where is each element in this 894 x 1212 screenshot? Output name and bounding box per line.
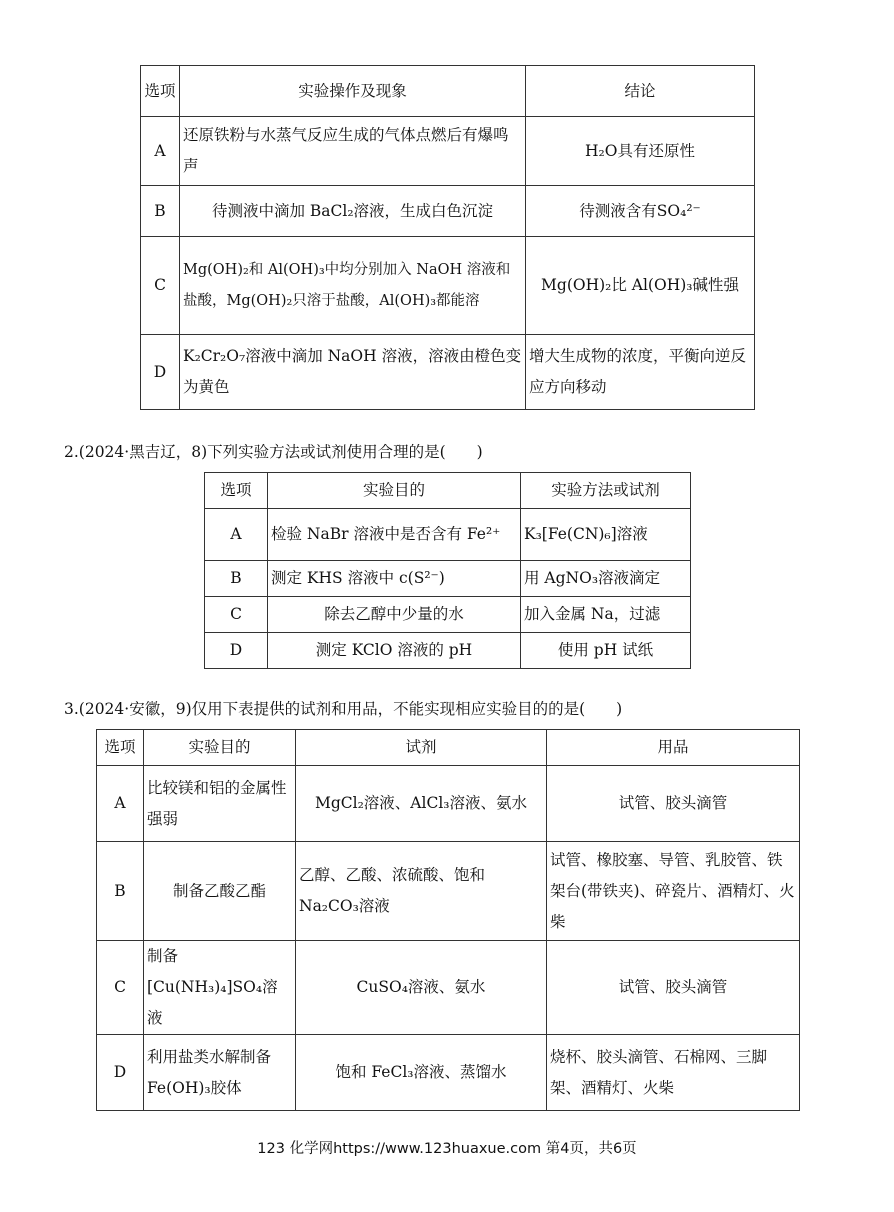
table-3-header-row (97, 730, 800, 766)
table-row (205, 633, 691, 669)
header-option: 选项 (141, 66, 180, 117)
table-row (97, 1035, 800, 1111)
header-operation: 实验操作及现象 (180, 66, 526, 117)
row-option: C (141, 237, 180, 335)
header-goal: 实验目的 (144, 730, 296, 766)
row-reagent: 饱和 FeCl₃溶液、蒸馏水 (296, 1035, 547, 1111)
header-reagent: 试剂 (296, 730, 547, 766)
table-row (205, 597, 691, 633)
row-items: 烧杯、胶头滴管、石棉网、三脚架、酒精灯、火柴 (547, 1035, 800, 1111)
row-option: D (97, 1035, 144, 1111)
table-row (141, 335, 755, 410)
row-option: C (205, 597, 268, 633)
row-reagent: MgCl₂溶液、AlCl₃溶液、氨水 (296, 766, 547, 842)
row-goal: 制备[Cu(NH₃)₄]SO₄溶液 (144, 941, 296, 1035)
row-method: 使用 pH 试纸 (521, 633, 691, 669)
table-1-header-row (141, 66, 755, 117)
question-2-stem: 2.(2024·黑吉辽，8)下列实验方法或试剂使用合理的是( ) (64, 443, 483, 461)
row-option: A (205, 509, 268, 561)
row-option: B (97, 842, 144, 941)
row-goal: 除去乙醇中少量的水 (268, 597, 521, 633)
row-reagent: 乙醇、乙酸、浓硫酸、饱和Na₂CO₃溶液 (296, 842, 547, 941)
row-method: K₃[Fe(CN)₆]溶液 (521, 509, 691, 561)
table-row (205, 561, 691, 597)
question-3-stem: 3.(2024·安徽，9)仅用下表提供的试剂和用品，不能实现相应实验目的的是( ) (64, 700, 623, 718)
row-method: 加入金属 Na，过滤 (521, 597, 691, 633)
row-conclusion: 待测液含有SO₄²⁻ (526, 186, 755, 237)
row-method: 用 AgNO₃溶液滴定 (521, 561, 691, 597)
row-option: B (205, 561, 268, 597)
header-conclusion: 结论 (526, 66, 755, 117)
table-row (97, 941, 800, 1035)
row-option: C (97, 941, 144, 1035)
header-option: 选项 (97, 730, 144, 766)
row-goal: 比较镁和铝的金属性强弱 (144, 766, 296, 842)
table-row (141, 237, 755, 335)
table-row (97, 842, 800, 941)
table-row (97, 766, 800, 842)
header-items: 用品 (547, 730, 800, 766)
row-conclusion: H₂O具有还原性 (526, 117, 755, 186)
row-option: A (141, 117, 180, 186)
header-method: 实验方法或试剂 (521, 473, 691, 509)
table-row (141, 186, 755, 237)
row-items: 试管、橡胶塞、导管、乳胶管、铁架台(带铁夹)、碎瓷片、酒精灯、火柴 (547, 842, 800, 941)
row-operation: 待测液中滴加 BaCl₂溶液，生成白色沉淀 (180, 186, 526, 237)
table-3 (96, 729, 800, 1111)
table-row (205, 509, 691, 561)
table-row (141, 117, 755, 186)
row-option: D (205, 633, 268, 669)
row-operation: K₂Cr₂O₇溶液中滴加 NaOH 溶液，溶液由橙色变为黄色 (180, 335, 526, 410)
header-goal: 实验目的 (268, 473, 521, 509)
row-goal: 制备乙酸乙酯 (144, 842, 296, 941)
row-operation: Mg(OH)₂和 Al(OH)₃中均分别加入 NaOH 溶液和盐酸，Mg(OH)₂只溶于盐酸，Al(OH)₃都能溶 (180, 237, 526, 335)
table-1 (140, 65, 755, 410)
row-goal: 测定 KHS 溶液中 c(S²⁻) (268, 561, 521, 597)
row-goal: 检验 NaBr 溶液中是否含有 Fe²⁺ (268, 509, 521, 561)
row-conclusion: 增大生成物的浓度，平衡向逆反应方向移动 (526, 335, 755, 410)
header-option: 选项 (205, 473, 268, 509)
row-option: D (141, 335, 180, 410)
page-footer: 123 化学网https://www.123huaxue.com 第4页，共6页 (257, 1141, 637, 1157)
table-2 (204, 472, 691, 669)
row-option: B (141, 186, 180, 237)
row-conclusion: Mg(OH)₂比 Al(OH)₃碱性强 (526, 237, 755, 335)
row-option: A (97, 766, 144, 842)
row-reagent: CuSO₄溶液、氨水 (296, 941, 547, 1035)
row-items: 试管、胶头滴管 (547, 766, 800, 842)
row-goal: 测定 KClO 溶液的 pH (268, 633, 521, 669)
row-items: 试管、胶头滴管 (547, 941, 800, 1035)
row-goal: 利用盐类水解制备Fe(OH)₃胶体 (144, 1035, 296, 1111)
table-2-header-row (205, 473, 691, 509)
row-operation: 还原铁粉与水蒸气反应生成的气体点燃后有爆鸣声 (180, 117, 526, 186)
